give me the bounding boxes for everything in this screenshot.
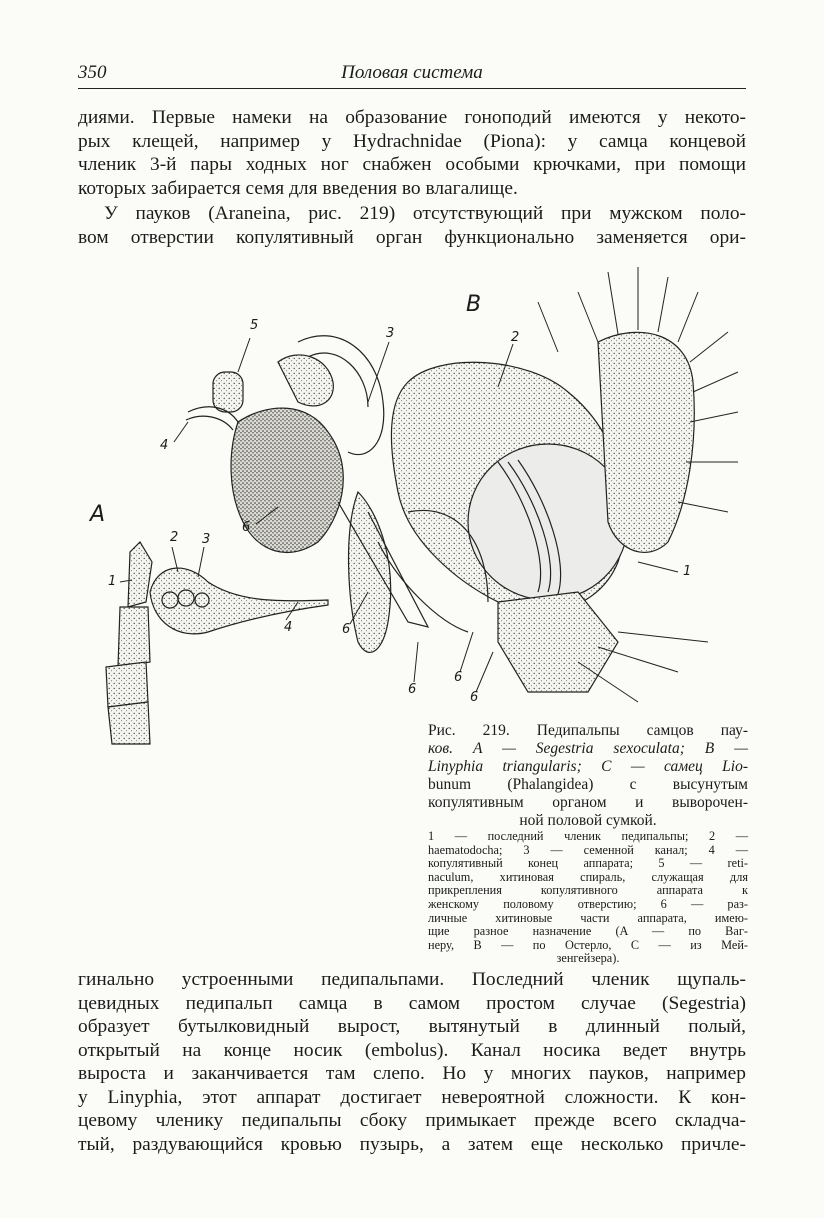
label-3-b: 3 xyxy=(386,326,395,341)
caption-line: копулятивным органом и выворочен- xyxy=(428,794,748,811)
legend-line: haematodocha; 3 — семенной канал; 4 — xyxy=(428,842,748,857)
legend-line: женскому половому отверстию; 6 — раз- xyxy=(428,896,748,911)
text-line: образует бутылковидный вырост, вытянутый в длинный полый, xyxy=(78,1016,746,1037)
caption-line: Рис. 219. Педипальпы самцов пау- xyxy=(428,722,748,739)
legend-line: личные хитиновые части аппарата, имею- xyxy=(428,910,748,925)
page-number: 350 xyxy=(78,62,107,83)
label-2-b: 2 xyxy=(511,330,520,345)
legend-line: 1 — последний членик педипальпы; 2 — xyxy=(428,829,748,843)
legend-line: неру, B — по Остерло, C — из Мей- xyxy=(428,937,748,952)
text-line: членик 3-й пары ходных ног снабжен особыми крючками, при помощи xyxy=(78,154,746,175)
figure-letter-a: A xyxy=(90,502,106,527)
legend-line: прикрепления копулятивного аппарата к xyxy=(428,883,748,898)
text-line: открытый на конце носик (embolus). Канал носика ведет внутрь xyxy=(78,1039,746,1061)
legend-line: зенгейзера). xyxy=(556,951,620,966)
text-line: гинально устроенными педипальпами. Последний членик щупаль- xyxy=(78,969,746,990)
legend-line: щие разное назначение (A — по Ваг- xyxy=(428,924,748,939)
text-line: У пауков (Araneina, рис. 219) отсутствующий при мужском поло- xyxy=(104,203,746,224)
figure-b-drawing xyxy=(186,267,738,702)
label-1-a: 1 xyxy=(108,574,117,589)
label-1-b: 1 xyxy=(683,564,692,579)
text-line: цевому членику педипальпы сбоку примыкает прежде всего складча- xyxy=(78,1110,746,1131)
label-2-a: 2 xyxy=(170,530,179,545)
text-line: вом отверстии копулятивный орган функционально заменяется ори- xyxy=(78,226,746,248)
caption-line: ков. A — Segestria sexoculata; B — xyxy=(428,740,748,757)
label-6-b3: 6 xyxy=(408,682,417,697)
label-5: 5 xyxy=(250,318,259,333)
paragraph-top xyxy=(78,106,746,249)
text-line: у Linyphia, этот аппарат достигает невероятной сложности. К кон- xyxy=(78,1086,746,1108)
text-line: диями. Первые намеки на образование гоноподий имеются у некото- xyxy=(78,107,746,128)
legend-line: копулятивный конец аппарата; 5 — reti- xyxy=(428,856,748,871)
label-4-a: 4 xyxy=(284,620,293,635)
figure-a-drawing xyxy=(106,542,328,744)
figure-legend xyxy=(428,830,748,966)
text-line: выроста и заканчивается там слепо. Но у многих пауков, например xyxy=(78,1063,746,1084)
caption-line: bunum (Phalangidea) с высунутым xyxy=(428,776,748,793)
legend-line: naculum, хитиновая спираль, служащая для xyxy=(428,869,748,884)
label-6-b4: 6 xyxy=(454,670,463,685)
caption-line: Linyphia triangularis; C — самец Lio- xyxy=(428,758,748,775)
figure-letter-b: B xyxy=(466,292,482,317)
label-6-b5: 6 xyxy=(470,690,479,705)
label-4-b: 4 xyxy=(160,438,169,453)
figure-219 xyxy=(78,262,746,762)
page-header xyxy=(78,60,746,89)
text-line: которых забирается семя для введения во влагалище. xyxy=(78,177,518,199)
label-3-a: 3 xyxy=(202,532,211,547)
figure-caption xyxy=(428,722,748,830)
label-6-b1: 6 xyxy=(242,520,251,535)
running-title: Половая система xyxy=(341,62,483,83)
caption-line: ной половой сумкой. xyxy=(519,812,657,829)
label-6-b2: 6 xyxy=(342,622,351,637)
paragraph-bottom xyxy=(78,968,746,1156)
text-line: тый, раздувающийся кровью пузырь, а затем еще несколько причле- xyxy=(78,1133,746,1155)
text-line: рых клещей, например у Hydrachnidae (Piona): у самца концевой xyxy=(78,130,746,152)
text-line: цевидных педипальп самца в самом простом случае (Segestria) xyxy=(78,992,746,1014)
